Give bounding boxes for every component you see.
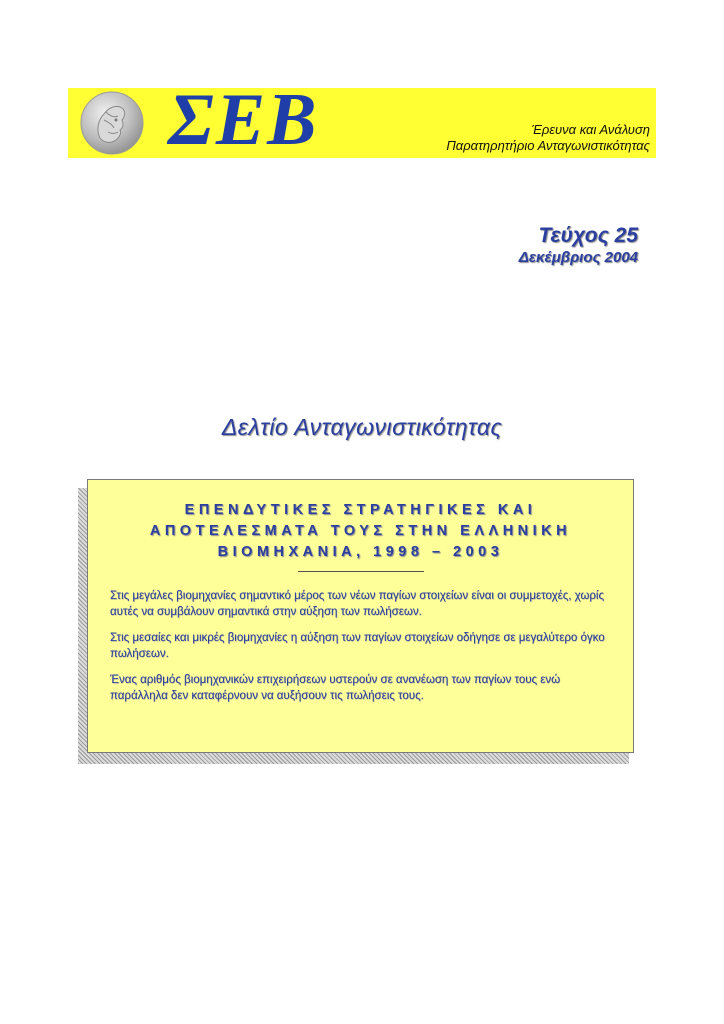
issue-info bbox=[519, 224, 638, 268]
issue-date: Δεκέμβριος 2004 bbox=[518, 249, 638, 266]
issue-number: Τεύχος 25 bbox=[538, 224, 638, 247]
summary-heading-line: ΒΙΟΜΗΧΑΝΙΑ, 1998 – 2003 bbox=[217, 544, 504, 560]
summary-paragraph: Ένας αριθμός βιομηχανικών επιχειρήσεων υστερούν σε ανανέωση των παγίων τους ενώ παράλληλα δεν καταφέρνουν να αυξήσουν τις πωλήσεις τους. bbox=[110, 674, 561, 702]
heading-divider bbox=[298, 571, 424, 572]
summary-heading bbox=[106, 500, 615, 563]
summary-heading-line: ΑΠΟΤΕΛΕΣΜΑΤΑ ΤΟΥΣ ΣΤΗΝ ΕΛΛΗΝΙΚΗ bbox=[149, 523, 572, 539]
summary-heading-line: ΕΠΕΝΔΥΤΙΚΕΣ ΣΤΡΑΤΗΓΙΚΕΣ ΚΑΙ bbox=[184, 502, 537, 518]
header-line-research: Έρευνα και Ανάλυση bbox=[531, 122, 650, 137]
document-title: Δελτίο Ανταγωνιστικότητας bbox=[221, 414, 503, 440]
header-caption bbox=[446, 122, 650, 154]
summary-paragraph: Στις μεγάλες βιομηχανίες σημαντικό μέρος των νέων παγίων στοιχείων είναι οι συμμετοχές, χωρίς αυτές να συμβάλουν σημαντικά στην αύξηση των πωλήσεων. bbox=[110, 590, 605, 618]
brand-logo-text: ΣΕΒ bbox=[168, 79, 319, 161]
coin-logo-icon bbox=[78, 90, 146, 156]
header-line-observatory: Παρατηρητήριο Ανταγωνιστικότητας bbox=[446, 138, 650, 153]
summary-box bbox=[87, 479, 634, 753]
header-banner bbox=[68, 79, 656, 161]
summary-paragraph: Στις μεσαίες και μικρές βιομηχανίες η αύξηση των παγίων στοιχείων οδήγησε σε μεγαλύτερο όγκο πωλήσεων. bbox=[110, 632, 605, 660]
